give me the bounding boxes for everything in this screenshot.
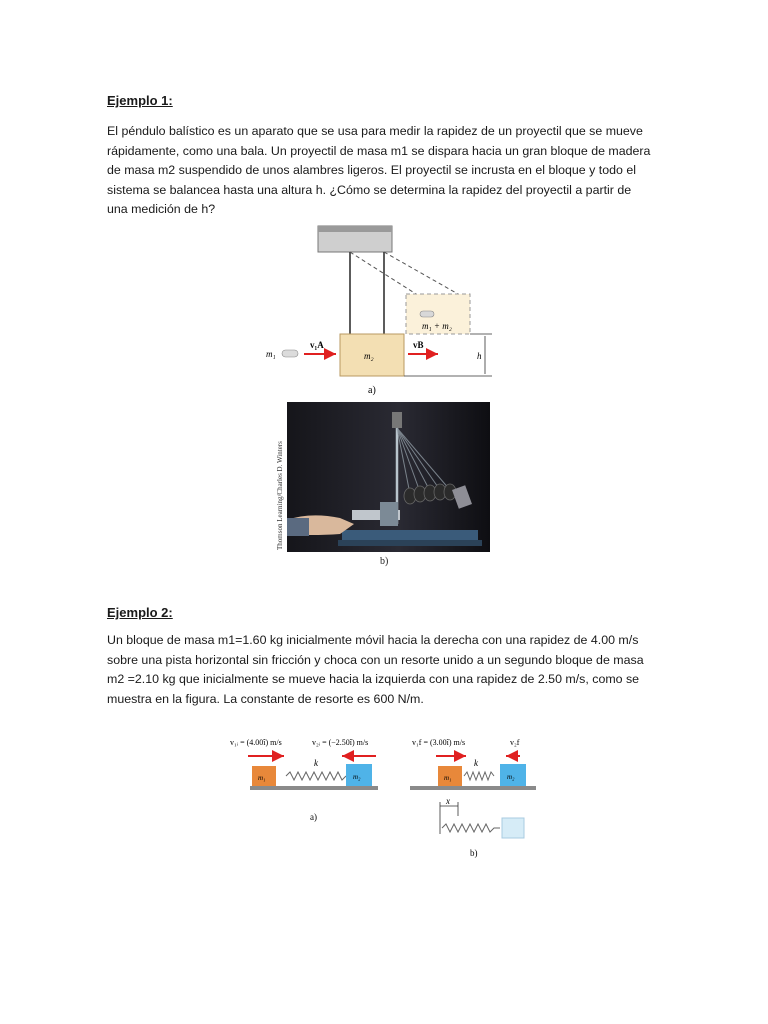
wire-dashed — [350, 252, 416, 294]
label-h: h — [477, 351, 482, 361]
label-m1: m₁ — [444, 774, 452, 782]
label-v2i: v₂ᵢ = (−2.50î) m/s — [312, 738, 369, 747]
collision-diagram-b — [406, 730, 542, 862]
label-v1a: v₁A — [310, 340, 324, 350]
bullet — [282, 350, 298, 357]
spring — [286, 772, 346, 780]
pivot — [392, 412, 402, 428]
ghost-block — [502, 818, 524, 838]
fig1b-caption: b) — [380, 556, 389, 567]
ex1-line: rápidamente, como una bala. Un proyectil de masa m1 se dispara hacia un gran bloque de madera — [107, 143, 651, 158]
ex2-line: muestra en la figura. La constante de resorte es 600 N/m. — [107, 691, 424, 706]
ex2-line: Un bloque de masa m1=1.60 kg inicialmente móvil hacia la derecha con una rapidez de 4.00 m/s — [107, 633, 639, 647]
ex2-paragraph — [107, 631, 667, 709]
ex1-paragraph — [107, 122, 667, 220]
fig2b-caption: b) — [470, 848, 478, 858]
label-x: x — [446, 796, 450, 806]
wire-dashed — [384, 252, 458, 294]
label-v2f: v₂f — [510, 738, 520, 747]
ex1-line: de masa m2 suspendido de unos alambres ligeros. El proyectil se incrusta en el bloque y todo el — [107, 163, 636, 177]
label-m1: m₁ — [266, 349, 276, 359]
ex1-line: El péndulo balístico es un aparato que se usa para medir la rapidez de un proyectil que se mueve — [107, 124, 643, 138]
label-m2: m₂ — [353, 773, 361, 781]
ballistic-pendulum-photo — [270, 402, 492, 570]
ex1-heading: Ejemplo 1: — [107, 93, 173, 108]
ex2-line: sobre una pista horizontal sin fricción y choca con un resorte unido a un segundo bloque de masa — [107, 652, 644, 667]
track — [410, 786, 536, 790]
fig2a-caption: a) — [310, 812, 317, 822]
ballistic-pendulum-diagram — [260, 222, 500, 397]
label-m1: m₁ — [258, 774, 266, 782]
fig1a-caption: a) — [368, 385, 376, 396]
compressed-spring — [464, 772, 494, 780]
track — [250, 786, 378, 790]
ex1-line: una medición de h? — [107, 202, 216, 216]
photo-credit: Thomson Learning/Charles D. Winters — [276, 441, 284, 550]
label-v1f: v₁f = (3.00î) m/s — [412, 738, 466, 747]
label-v1i: v₁ᵢ = (4.00î) m/s — [230, 738, 282, 747]
collision-diagram-a — [226, 730, 386, 830]
relaxed-spring — [442, 824, 500, 832]
label-k: k — [314, 758, 318, 768]
label-k: k — [474, 758, 478, 768]
label-m1-plus-m2: m₁ + m₂ — [422, 321, 452, 331]
ex1-line: sistema se balancea hasta una altura h. ¿Cómo se determina la rapidez del proyectil a partir de — [107, 182, 632, 197]
label-vb: vB — [413, 340, 424, 350]
label-m2: m₂ — [364, 351, 374, 361]
ex2-line: m2 =2.10 kg que inicialmente se mueve hacia la izquierda con una rapidez de 2.50 m/s, como se — [107, 672, 640, 686]
embedded-bullet — [420, 311, 434, 317]
ex2-heading: Ejemplo 2: — [107, 605, 173, 620]
label-m2: m₂ — [507, 773, 515, 781]
